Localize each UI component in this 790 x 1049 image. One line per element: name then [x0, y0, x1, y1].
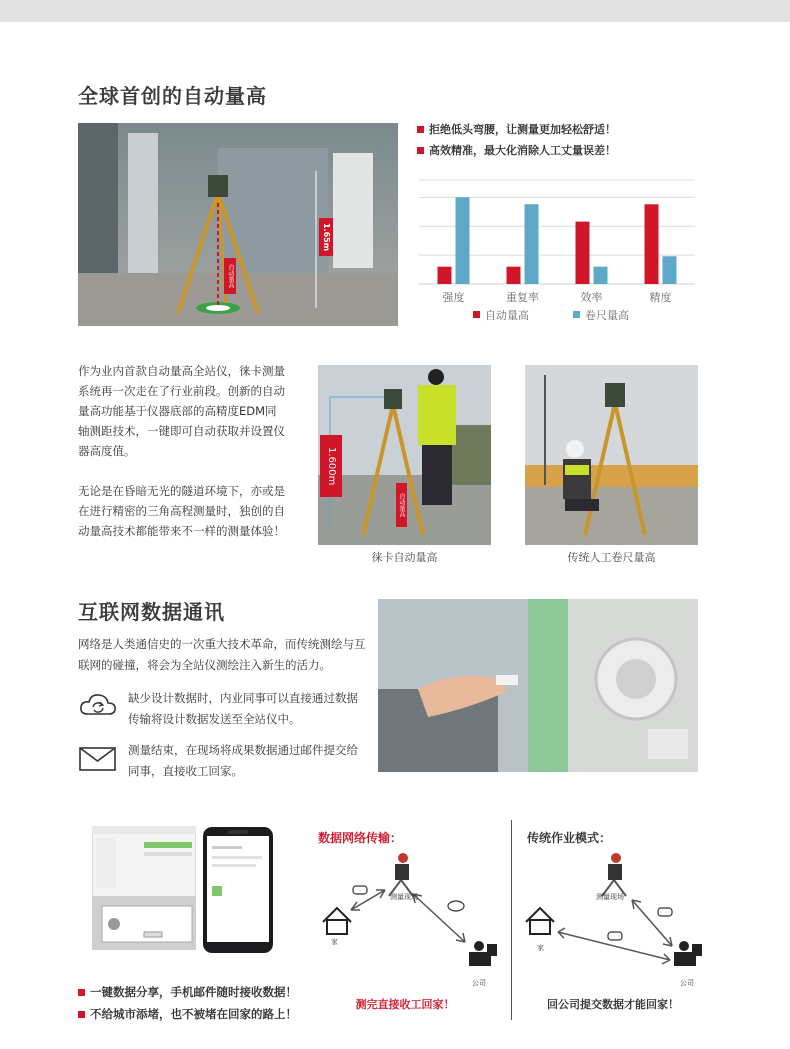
note-mail-text: 测量结束，在现场将成果数据通过邮件提交给同事，直接收工回家。 — [128, 743, 358, 778]
photo-leica-auto-height — [318, 365, 491, 545]
diagram-network-home-label: 家 — [331, 938, 338, 946]
note-cloud-sync — [78, 688, 368, 730]
chart-bar-tape — [663, 256, 677, 284]
diagram-network-office-label: 公司 — [472, 979, 486, 987]
diagram-network-graphic — [313, 850, 508, 990]
share-bullet-1: 一键数据分享，手机邮件随时接收数据！ — [78, 984, 297, 1000]
chart-bar-tape — [594, 267, 608, 284]
chart-legend-swatch — [573, 311, 580, 318]
paragraph-internet-intro: 网络是人类通信史的一次重大技术革命，而传统测绘与互联网的碰撞，将会为全站仪测绘注入新生的活力。 — [78, 637, 366, 672]
diagram-traditional-site-label: 测量现场 — [596, 893, 624, 901]
photo-hand-usb-totalstation — [378, 599, 698, 772]
bar-chart — [417, 170, 699, 330]
caption-leica-auto-height: 徕卡自动量高 — [371, 551, 438, 564]
chart-category-label: 精度 — [649, 291, 672, 304]
chart-legend-swatch — [473, 311, 480, 318]
chart-category-label: 强度 — [442, 291, 465, 304]
home-icon — [323, 908, 351, 934]
photo-height-label: 1.600m — [326, 446, 337, 486]
section-title-auto-height: 全球首创的自动量高 — [78, 84, 267, 108]
home-icon — [526, 908, 554, 934]
chart-bar-auto — [576, 222, 590, 284]
top-banner — [0, 0, 790, 22]
bullet-square-icon — [417, 126, 424, 133]
photo-auto-label: 自动量高 — [398, 493, 405, 517]
cloud-icon — [448, 901, 464, 911]
chart-bar-auto — [438, 267, 452, 284]
bullet-square-icon — [78, 1011, 85, 1018]
car-icon — [353, 886, 367, 894]
diagram-network-tagline: 测完直接收工回家！ — [355, 998, 455, 1011]
surveyor-icon — [389, 853, 413, 896]
diagram-traditional-title: 传统作业模式： — [527, 831, 612, 845]
note-cloud-sync-text: 缺少设计数据时，内业同事可以直接通过数据传输将设计数据发送至全站仪中。 — [128, 691, 358, 726]
screenshot-tablet-software — [92, 826, 196, 950]
diagram-traditional-tagline: 回公司提交数据才能回家！ — [547, 998, 679, 1011]
screenshot-phone-mail — [202, 826, 274, 954]
photo-auto-label: 自动量高 — [227, 264, 234, 288]
section-title-internet: 互联网数据通讯 — [78, 600, 225, 624]
photo-auto-height-construction — [78, 123, 398, 326]
photo-height-label: 1.65m — [322, 222, 331, 252]
feature-bullet-1: 拒绝低头弯腰，让测量更加轻松舒适！ — [417, 121, 616, 137]
diagram-traditional-office-label: 公司 — [680, 979, 694, 987]
bullet-square-icon — [78, 989, 85, 996]
chart-category-label: 重复率 — [506, 291, 539, 304]
photo-manual-tape-height — [525, 365, 698, 545]
bullet-square-icon — [417, 147, 424, 154]
office-icon — [469, 941, 497, 966]
paragraph-auto-height-intro: 作为业内首款自动量高全站仪，徕卡测量系统再一次走在了行业前段。创新的自动量高功能基于仪器底部的高精度EDM同轴测距技术，一键即可自动获取并设置仪器高度值。 — [78, 364, 285, 458]
paragraph-auto-height-benefit: 无论是在昏暗无光的隧道环境下，亦或是在进行精密的三角高程测量时，独创的自动量高技术都能带来不一样的测量体验！ — [78, 484, 285, 538]
chart-legend-label: 卷尺量高 — [585, 309, 629, 322]
feature-bullet-2: 高效精准，最大化消除人工丈量误差！ — [417, 142, 616, 158]
car-icon — [658, 908, 672, 916]
chart-bar-auto — [507, 267, 521, 284]
office-icon — [674, 941, 702, 966]
diagram-traditional-graphic — [520, 850, 715, 990]
share-bullet-2: 不给城市添堵，也不被堵在回家的路上！ — [78, 1006, 297, 1022]
car-icon — [608, 932, 622, 940]
mail-icon — [78, 744, 118, 774]
chart-bar-auto — [645, 204, 659, 284]
chart-bar-tape — [525, 204, 539, 284]
diagram-network-title: 数据网络传输： — [318, 831, 403, 845]
chart-category-label: 效率 — [580, 291, 603, 304]
diagram-divider — [511, 820, 512, 1020]
chart-bar-tape — [456, 197, 470, 284]
caption-manual-tape-height: 传统人工卷尺量高 — [567, 551, 656, 564]
cloud-sync-icon — [78, 690, 118, 720]
note-mail — [78, 740, 368, 782]
diagram-network-site-label: 测量现场 — [390, 893, 418, 901]
chart-legend-label: 自动量高 — [485, 309, 529, 322]
diagram-traditional-home-label: 家 — [537, 944, 544, 952]
surveyor-icon — [602, 853, 626, 896]
